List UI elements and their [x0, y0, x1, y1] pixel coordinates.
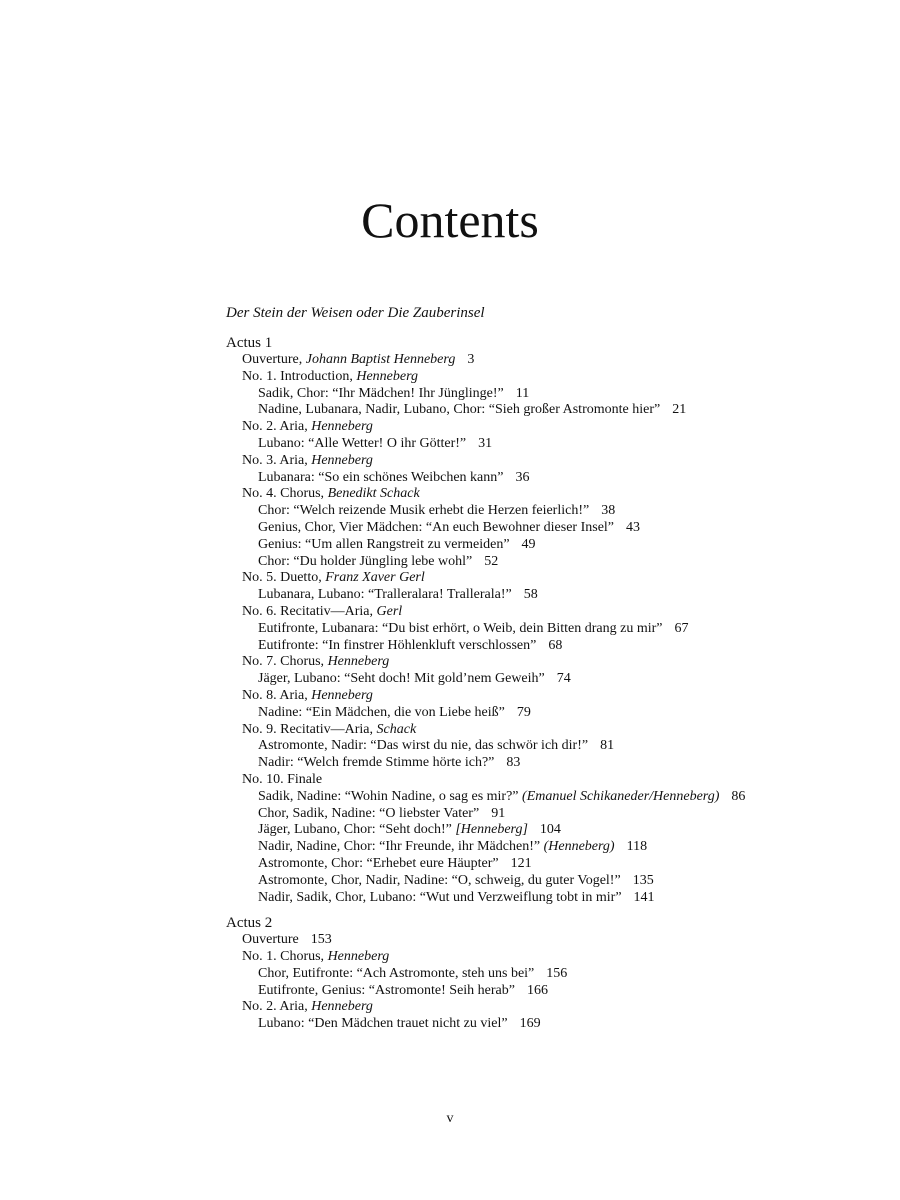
- entry-text: No. 10. Finale: [242, 771, 323, 787]
- toc-section-entry: [226, 999, 866, 1016]
- entry-text: Sadik, Nadine: “Wohin Nadine, o sag es mir?”: [258, 788, 523, 804]
- entry-attribution: Franz Xaver Gerl: [325, 570, 425, 586]
- entry-attribution: Henneberg: [356, 368, 419, 384]
- entry-page-number: 3: [467, 352, 475, 367]
- entry-page-number: 31: [478, 435, 493, 451]
- act-heading: Actus 1: [226, 335, 273, 351]
- entry-text: Eutifronte: “In finstrer Höhlenkluft verschlossen”: [258, 637, 537, 653]
- entry-page-number: 156: [546, 965, 568, 981]
- entry-text: No. 1. Chorus,: [242, 949, 328, 965]
- entry-page-number: 74: [556, 671, 571, 687]
- entry-page-number: 38: [601, 503, 616, 519]
- entry-page-number: 135: [632, 872, 654, 888]
- toc-entry: [226, 386, 866, 403]
- entry-attribution: Henneberg: [327, 654, 390, 670]
- entry-text: Chor, Sadik, Nadine: “O liebster Vater”: [258, 805, 480, 821]
- entry-page-number: 81: [600, 738, 615, 754]
- toc-entry: [226, 755, 866, 772]
- entry-text: Jäger, Lubano: “Seht doch! Mit gold’nem Geweih”: [258, 671, 545, 687]
- toc-section-entry: [226, 932, 866, 949]
- toc-section-entry: [226, 949, 866, 966]
- entry-page-number: 58: [523, 587, 538, 603]
- entry-text: Lubano: “Den Mädchen trauet nicht zu viel”: [258, 1016, 508, 1032]
- toc-entry: [226, 856, 866, 873]
- toc-entry: [226, 806, 866, 823]
- toc-entry: [226, 621, 866, 638]
- toc-entry: [226, 839, 866, 856]
- toc-entry: [226, 402, 866, 419]
- entry-page-number: 166: [526, 982, 548, 998]
- toc-section-entry: [226, 654, 866, 671]
- toc-section-entry: [226, 369, 866, 386]
- entry-page-number: 118: [626, 839, 648, 855]
- toc-section-entry: [226, 688, 866, 705]
- entry-text: Nadir, Nadine, Chor: “Ihr Freunde, ihr Mädchen!”: [258, 839, 544, 855]
- toc-entry: [226, 436, 866, 453]
- toc-entry: [226, 1016, 866, 1033]
- entry-text: Chor: “Welch reizende Musik erhebt die Herzen feierlich!”: [258, 503, 590, 519]
- entry-text: Astromonte, Nadir: “Das wirst du nie, das schwör ich dir!”: [258, 738, 589, 754]
- toc-entry: [226, 890, 866, 907]
- toc-entry: [226, 873, 866, 890]
- toc-entry: [226, 738, 866, 755]
- toc-entry: [226, 705, 866, 722]
- toc-section-entry: [226, 772, 866, 789]
- entry-page-number: 169: [519, 1016, 541, 1032]
- entry-text: No. 5. Duetto,: [242, 570, 326, 586]
- entry-text: No. 6. Recitativ—Aria,: [242, 603, 377, 619]
- entry-text: No. 7. Chorus,: [242, 654, 328, 670]
- entry-text: Chor, Eutifronte: “Ach Astromonte, steh uns bei”: [258, 965, 535, 981]
- entry-text: No. 4. Chorus,: [242, 486, 328, 502]
- entry-attribution: Johann Baptist Henneberg: [305, 352, 456, 367]
- entry-attribution: Gerl: [376, 603, 403, 619]
- page-number: v: [446, 1111, 454, 1126]
- toc-entry: [226, 671, 866, 688]
- entry-text: Jäger, Lubano, Chor: “Seht doch!”: [258, 822, 456, 838]
- entry-text: Lubanara: “So ein schönes Weibchen kann”: [258, 469, 504, 485]
- toc-entry: [226, 638, 866, 655]
- page-title: Contents: [361, 192, 539, 248]
- entry-page-number: 121: [510, 855, 532, 871]
- entry-text: No. 8. Aria,: [242, 687, 312, 703]
- entry-text: Lubanara, Lubano: “Tralleralara! Trallerala!”: [258, 587, 512, 603]
- entry-text: Eutifronte, Genius: “Astromonte! Seih herab”: [258, 982, 515, 998]
- entry-text: Lubano: “Alle Wetter! O ihr Götter!”: [258, 435, 467, 451]
- entry-text: Ouverture: [242, 932, 299, 948]
- entry-text: Astromonte, Chor: “Erhebet eure Häupter”: [258, 855, 499, 871]
- entry-attribution: [Henneberg]: [455, 822, 528, 838]
- entry-text: Nadine: “Ein Mädchen, die von Liebe heiß”: [258, 704, 505, 720]
- table-of-contents: [226, 303, 866, 1033]
- entry-page-number: 91: [491, 805, 506, 821]
- entry-text: Nadine, Lubanara, Nadir, Lubano, Chor: “Sieh großer Astromonte hier”: [258, 402, 661, 418]
- entry-page-number: 52: [484, 553, 499, 569]
- entry-page-number: 83: [506, 755, 521, 771]
- act-heading: Actus 2: [226, 915, 273, 932]
- entry-page-number: 79: [516, 704, 531, 720]
- toc-section-entry: [226, 486, 866, 503]
- toc-section-entry: [226, 352, 866, 369]
- entry-attribution: (Emanuel Schikaneder/Henneberg): [522, 788, 720, 804]
- entry-text: No. 9. Recitativ—Aria,: [242, 721, 377, 737]
- entry-text: Genius: “Um allen Rangstreit zu vermeiden”: [258, 536, 510, 552]
- entry-attribution: Henneberg: [311, 687, 373, 703]
- entry-page-number: 36: [515, 469, 530, 485]
- toc-section-entry: [226, 570, 866, 587]
- entry-text: No. 2. Aria,: [242, 419, 312, 435]
- entry-attribution: Henneberg: [311, 999, 373, 1015]
- toc-entry: [226, 966, 866, 983]
- entry-page-number: 141: [633, 889, 655, 905]
- entry-page-number: 104: [539, 822, 561, 838]
- entry-text: No. 2. Aria,: [242, 999, 312, 1015]
- toc-entry: [226, 470, 866, 487]
- toc-entry: [226, 554, 866, 571]
- entry-text: Eutifronte, Lubanara: “Du bist erhört, o Weib, dein Bitten drang zu mir”: [258, 620, 663, 636]
- toc-entry: [226, 587, 866, 604]
- entry-text: No. 1. Introduction,: [242, 368, 357, 384]
- entry-page-number: 86: [731, 788, 746, 804]
- entry-attribution: Henneberg: [311, 452, 373, 468]
- entry-text: Nadir: “Welch fremde Stimme hörte ich?”: [258, 755, 495, 771]
- toc-section-entry: [226, 453, 866, 470]
- toc-section-entry: [226, 722, 866, 739]
- toc-entry: [226, 537, 866, 554]
- entry-page-number: 68: [548, 637, 563, 653]
- entry-text: No. 3. Aria,: [242, 452, 312, 468]
- toc-section-entry: [226, 604, 866, 621]
- entry-page-number: 67: [674, 620, 689, 636]
- entry-page-number: 21: [672, 402, 687, 418]
- entry-text: Chor: “Du holder Jüngling lebe wohl”: [258, 553, 473, 569]
- entry-attribution: Henneberg: [327, 949, 390, 965]
- entry-page-number: 11: [515, 385, 530, 401]
- entry-text: Sadik, Chor: “Ihr Mädchen! Ihr Jünglinge!”: [258, 385, 504, 401]
- toc-entry: [226, 983, 866, 1000]
- toc-entry: [226, 520, 866, 537]
- entry-attribution: Henneberg: [311, 419, 373, 435]
- entry-attribution: Benedikt Schack: [327, 486, 420, 502]
- entry-text: Genius, Chor, Vier Mädchen: “An euch Bewohner dieser Insel”: [258, 519, 615, 535]
- toc-entry: [226, 822, 866, 839]
- entry-page-number: 49: [521, 536, 536, 552]
- toc-section-entry: [226, 419, 866, 436]
- entry-attribution: (Henneberg): [543, 839, 615, 855]
- entry-attribution: Schack: [376, 721, 417, 737]
- entry-text: Astromonte, Chor, Nadir, Nadine: “O, schweig, du guter Vogel!”: [258, 872, 621, 888]
- entry-page-number: 43: [626, 519, 641, 535]
- entry-text: Nadir, Sadik, Chor, Lubano: “Wut und Verzweiflung tobt in mir”: [258, 889, 622, 905]
- work-title: Der Stein der Weisen oder Die Zauberinsel: [226, 305, 485, 321]
- entry-page-number: 153: [310, 932, 332, 948]
- toc-entry: [226, 789, 866, 806]
- entry-text: Ouverture,: [242, 352, 306, 367]
- toc-entry: [226, 503, 866, 520]
